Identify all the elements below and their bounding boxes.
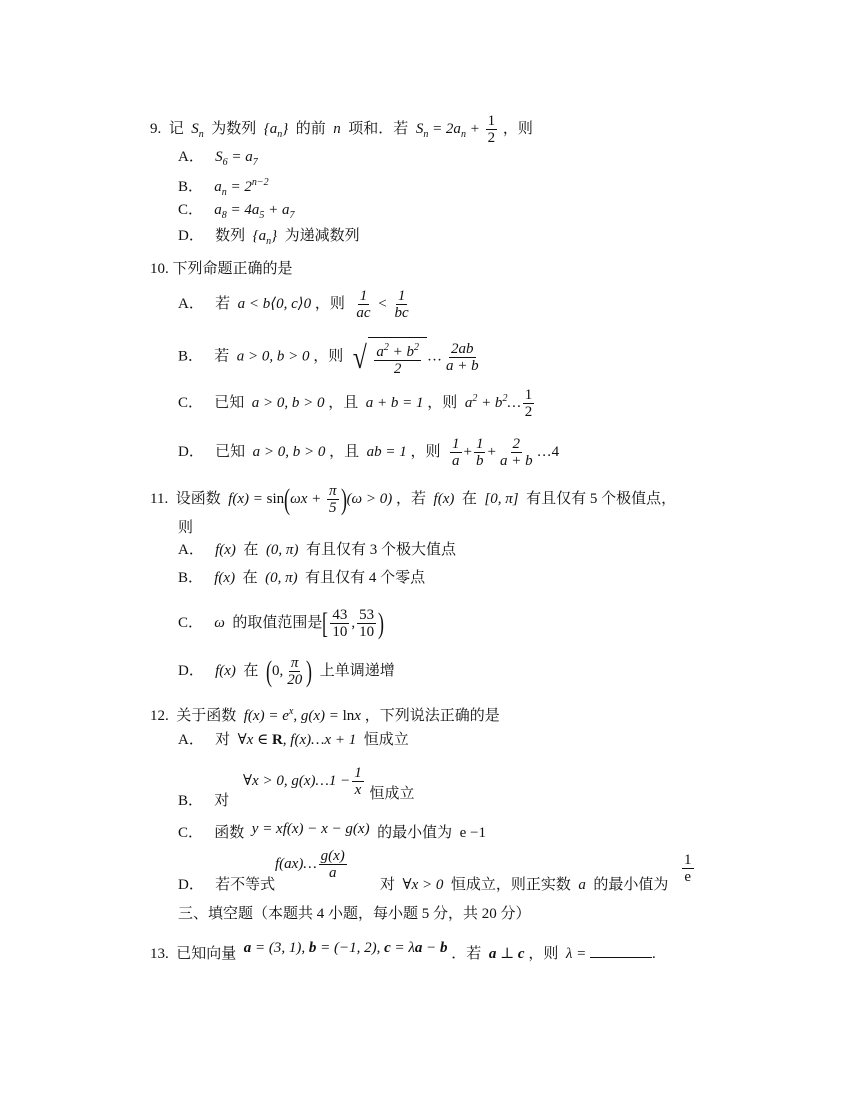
question-11-option-d: D． f(x) 在 (0, $\frac{\pi}{20}$ ) 上单调递增 [178, 654, 395, 688]
question-12-option-c: C． 函数 y = xf(x) − x − g(x) 的最小值为 e −1 [178, 821, 486, 841]
question-12-option-d-formula: f(ax)… $\frac{g(x)}{a}$ [275, 848, 345, 881]
question-12-option-b: B． 对 [178, 793, 230, 809]
question-10-option-b: B． 若 a > 0, b > 0 ，则 √ $\frac{a^2 + b^2}{2}$ … $\frac{2ab}{a + b}$ [178, 339, 479, 377]
question-9-stem: 9. 记 $S_n$ 为数列 $\{a_n\}$ 的前 n 项和．若 $S_n = 2a_n$ + $\frac{1}{2}$ ，则 [150, 113, 533, 146]
question-9-option-c: C． $a_8 = 4a_5 + a_7$ [178, 202, 295, 221]
question-12-option-d-answer: $\frac{1}{e}$ [684, 852, 692, 885]
question-10-stem: 10. 下列命题正确的是 [150, 261, 293, 277]
question-11-option-b: B． f(x) 在 (0, π) 有且仅有 4 个零点 [178, 570, 426, 586]
question-12-option-b-formula: ∀x > 0, g(x)…1 − $\frac{1}{x}$ 恒成立 [243, 765, 415, 802]
question-9-option-b: B． $a_n = 2^{n-2}$ [178, 177, 269, 198]
question-10-option-a: A． 若 a < b⟨0, c⟩0 ，则 $\frac{1}{ac}$ < $\frac{1}{bc}$ [178, 288, 409, 321]
question-12-option-d: D． 若不等式 [178, 877, 276, 893]
question-12-option-d-tail: 对 ∀x > 0 恒成立，则正实数 a 的最小值为 [380, 877, 669, 893]
question-12-option-a: A． 对 ∀x ∈ R, f(x)…x + 1 恒成立 [178, 732, 409, 748]
section-3-header: 三、填空题（本题共 4 小题，每小题 5 分，共 20 分） [178, 906, 531, 922]
question-11-continuation: 则 [178, 520, 194, 536]
question-10-option-d: D． 已知 a > 0, b > 0 ，且 ab = 1 ，则 $\frac{1}{a}$ + $\frac{1}{b}$ + $\frac{2}{a + b}$ …4 [178, 436, 560, 469]
question-10-option-c: C． 已知 a > 0, b > 0 ，且 a + b = 1 ，则 $a^2$ + $b^2\dots$ $\frac{1}{2}$ [178, 387, 533, 420]
question-12-stem: 12. 关于函数 $f(x) = e^x$, g(x) = lnx ，下列说法正确的是 [150, 706, 500, 724]
question-11-option-c: C． ω 的取值范围是[ $\frac{43}{10}$ , $\frac{53}{10}$ ) [178, 606, 385, 640]
question-13-stem: 13. 已知向量 a = (3, 1), b = (−1, 2), c = λa − b ．若 a ⊥ c ，则 λ = . [150, 940, 656, 962]
question-9-option-d: D． 数列 $\{a_n\}$ 为递减数列 [178, 228, 360, 247]
answer-blank[interactable] [590, 943, 652, 958]
question-9-option-a: A． $S_6 = a_7$ [178, 149, 258, 168]
question-11-option-a: A． f(x) 在 (0, π) 有且仅有 3 个极大值点 [178, 542, 456, 558]
question-11-stem: 11. 设函数 f(x) = sin(ωx + $\frac{\pi}{5}$ )(ω > 0) ，若 f(x) 在 [0, π] 有且仅有 5 个极值点， [150, 482, 677, 516]
